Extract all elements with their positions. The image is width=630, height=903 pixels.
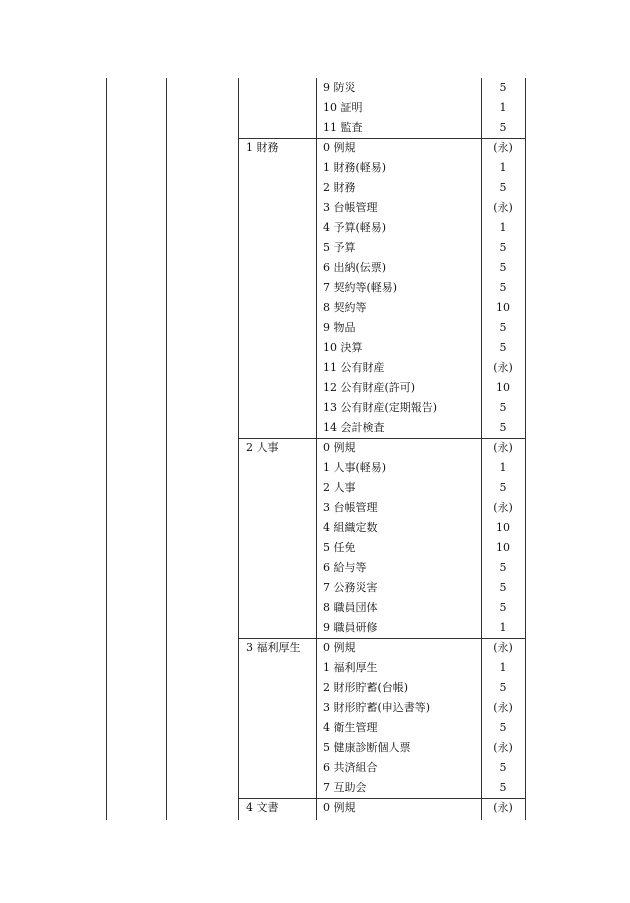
retention-period: 10 [496,381,510,394]
item-label: 12 公有財産(許可) [323,381,416,394]
retention-period: 10 [496,301,510,314]
retention-period: 5 [499,781,507,794]
retention-period: (永) [493,201,513,214]
retention-period: 5 [499,401,507,414]
retention-period: 5 [499,241,507,254]
retention-period: 5 [499,81,507,94]
column-divider [166,78,167,820]
item-label: 5 健康診断個人票 [323,741,411,754]
item-label: 2 財務 [323,181,356,194]
item-label: 13 公有財産(定期報告) [323,401,438,414]
item-label: 4 衛生管理 [323,721,378,734]
retention-period: 5 [499,601,507,614]
retention-period: 1 [499,161,507,174]
item-label: 11 公有財産 [323,361,385,374]
item-label: 3 財形貯蓄(申込書等) [323,701,431,714]
column-divider [238,78,239,820]
item-label: 2 人事 [323,481,356,494]
item-label: 1 財務(軽易) [323,161,387,174]
retention-period: 5 [499,261,507,274]
retention-period: (永) [493,361,513,374]
item-label: 14 会計検査 [323,421,385,434]
item-label: 5 任免 [323,541,356,554]
item-label: 10 決算 [323,341,363,354]
item-label: 5 予算 [323,241,356,254]
category-label: 1 財務 [246,141,279,154]
item-label: 7 契約等(軽易) [323,281,398,294]
retention-period: 5 [499,321,507,334]
retention-period: 5 [499,481,507,494]
item-label: 1 福利厚生 [323,661,378,674]
retention-period: (永) [493,501,513,514]
retention-period: 1 [499,221,507,234]
retention-period: 5 [499,281,507,294]
item-label: 0 例規 [323,801,356,814]
column-divider [316,78,317,820]
item-label: 11 監査 [323,121,363,134]
item-label: 6 共済組合 [323,761,378,774]
item-label: 7 公務災害 [323,581,378,594]
item-label: 0 例規 [323,441,356,454]
item-label: 7 互助会 [323,781,367,794]
item-label: 1 人事(軽易) [323,461,387,474]
retention-period: 5 [499,341,507,354]
item-label: 4 組織定数 [323,521,378,534]
retention-period: (永) [493,741,513,754]
retention-period: (永) [493,701,513,714]
item-label: 6 給与等 [323,561,367,574]
retention-period: 5 [499,421,507,434]
item-label: 2 財形貯蓄(台帳) [323,681,409,694]
retention-period: 5 [499,581,507,594]
item-label: 8 契約等 [323,301,367,314]
retention-period: 5 [499,721,507,734]
retention-period: (永) [493,441,513,454]
item-label: 3 台帳管理 [323,201,378,214]
retention-period: 1 [499,661,507,674]
item-label: 3 台帳管理 [323,501,378,514]
item-label: 10 証明 [323,101,363,114]
retention-period: 10 [496,541,510,554]
item-label: 9 防災 [323,81,356,94]
item-label: 8 職員団体 [323,601,378,614]
retention-period: 5 [499,181,507,194]
retention-period: (永) [493,641,513,654]
item-label: 0 例規 [323,141,356,154]
item-label: 9 物品 [323,321,356,334]
retention-period: 1 [499,621,507,634]
category-label: 3 福利厚生 [246,641,301,654]
retention-period: 1 [499,461,507,474]
retention-period: 5 [499,121,507,134]
category-label: 2 人事 [246,441,279,454]
retention-period: 5 [499,561,507,574]
item-label: 6 出納(伝票) [323,261,387,274]
retention-period: (永) [493,801,513,814]
retention-period: 10 [496,521,510,534]
category-label: 4 文書 [246,801,279,814]
retention-period: 5 [499,681,507,694]
retention-period: 1 [499,101,507,114]
item-label: 4 予算(軽易) [323,221,387,234]
column-divider [106,78,107,820]
item-label: 0 例規 [323,641,356,654]
item-label: 9 職員研修 [323,621,378,634]
retention-period: 5 [499,761,507,774]
retention-period: (永) [493,141,513,154]
column-divider [525,78,526,820]
